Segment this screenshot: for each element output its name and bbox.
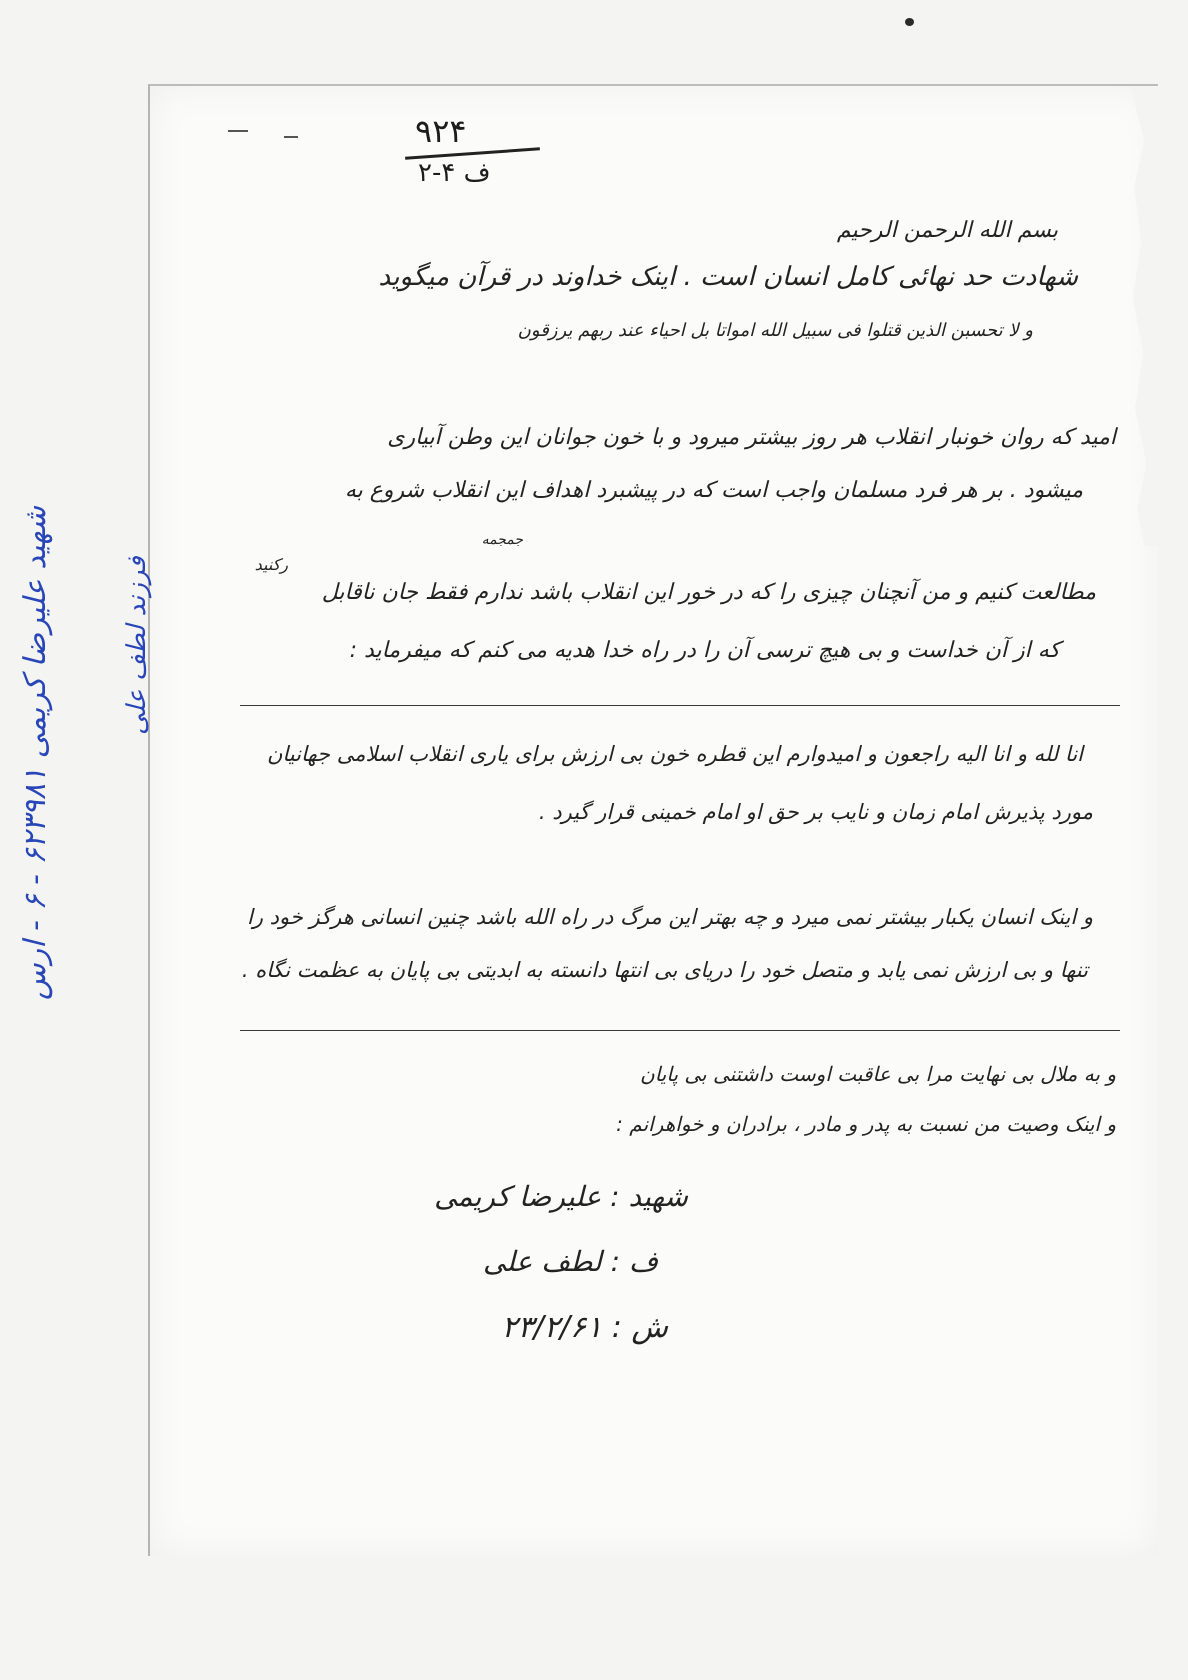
- reference-code: ف ۴-۲: [418, 158, 491, 188]
- signature-father: ف : لطف علی: [483, 1245, 658, 1278]
- paragraph-1-line-2: و لا تحسبن الذین قتلوا فی سبیل الله امواتا بل احیاء عند ربهم یرزقون: [517, 320, 1033, 341]
- paragraph-6-line-1: و به ملال بی نهایت مرا بی عاقبت اوست داشتنی بی پایان: [640, 1062, 1116, 1086]
- pen-mark: [228, 130, 248, 132]
- margin-note-line-1: شهید علیرضا کریمی ۶۲۳۹۸۱ - ۶ - ارس: [18, 505, 53, 1000]
- paragraph-1-line-1: شهادت حد نهائی کامل انسان است . اینک خداوند در قرآن میگوید: [378, 262, 1078, 292]
- signature-name: شهید : علیرضا کریمی: [434, 1180, 688, 1213]
- paragraph-2-line-1: امید که روان خونبار انقلاب هر روز بیشتر میرود و با خون جوانان این وطن آبیاری: [387, 425, 1116, 450]
- section-divider: [240, 1030, 1120, 1031]
- paragraph-4-line-1: انا لله و انا الیه راجعون و امیدوارم این قطره خون بی ارزش برای یاری انقلاب اسلامی جهانیان: [266, 742, 1083, 766]
- signature-date: ش : ۲۳/۲/۶۱: [501, 1310, 668, 1345]
- torn-edge: [1112, 86, 1158, 546]
- pen-mark: [284, 136, 298, 138]
- basmala: بسم الله الرحمن الرحیم: [836, 218, 1058, 243]
- inserted-word: رکنید: [254, 555, 288, 574]
- paragraph-3-line-2: که از آن خداست و بی هیچ ترسی آن را در راه خدا هدیه می کنم که میفرماید :: [349, 638, 1060, 663]
- section-divider: [240, 705, 1120, 706]
- paragraph-3-line-1: مطالعت کنیم و من آنچنان چیزی را که در خور این انقلاب باشد ندارم فقط جان ناقابل: [321, 580, 1096, 605]
- margin-note-line-2: فرزند لطف علی: [122, 556, 152, 735]
- inserted-word: جمجمه: [481, 532, 523, 548]
- paragraph-2-line-2: میشود . بر هر فرد مسلمان واجب است که در پیشبرد اهداف این انقلاب شروع به: [344, 478, 1083, 503]
- scan-speck: [905, 18, 914, 26]
- paragraph-5-line-2: تنها و بی ارزش نمی یابد و متصل خود را دریای بی انتها دانسته به ابدیتی بی پایان به عظمت نگاه .: [241, 958, 1088, 982]
- document-number: ۹۲۴: [415, 112, 467, 150]
- paragraph-6-line-2: و اینک وصیت من نسبت به پدر و مادر ، برادران و خواهرانم :: [616, 1112, 1116, 1136]
- paragraph-4-line-2: مورد پذیرش امام زمان و نایب بر حق او امام خمینی قرار گیرد .: [538, 800, 1093, 824]
- paragraph-5-line-1: و اینک انسان یکبار بیشتر نمی میرد و چه بهتر این مرگ در راه الله باشد چنین انسانی هرگز خود را: [247, 905, 1093, 929]
